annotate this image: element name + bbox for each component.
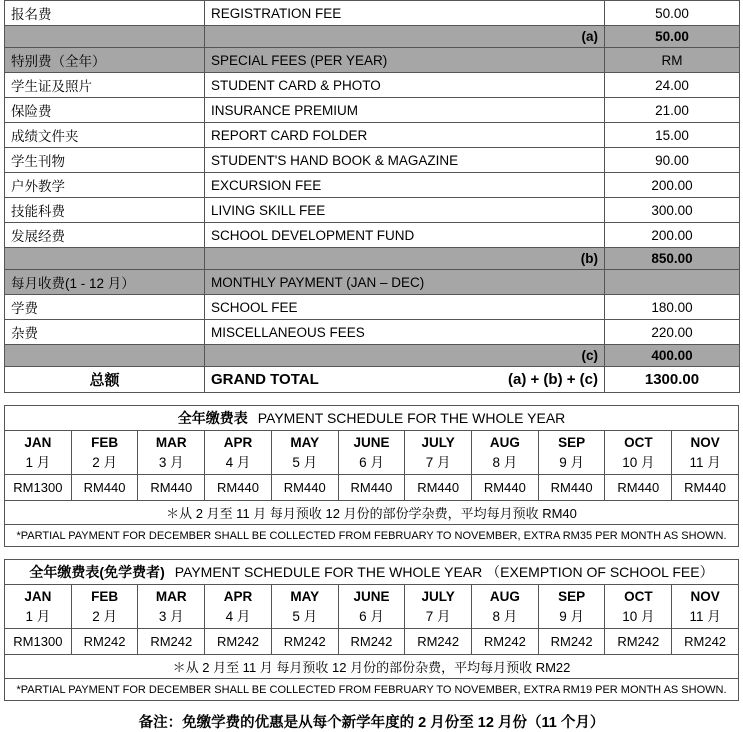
month-header-cell xyxy=(472,431,539,475)
month-header-cell xyxy=(271,431,338,475)
schedule-months-row xyxy=(5,585,739,629)
month-name-cn: 8 月 xyxy=(492,454,518,470)
fee-row-cn: 成绩文件夹 xyxy=(5,123,205,148)
month-header-cell xyxy=(405,431,472,475)
fee-row-en: MONTHLY PAYMENT (JAN – DEC) xyxy=(205,270,605,295)
month-header-cell xyxy=(138,585,205,629)
table-row xyxy=(5,48,740,73)
month-name-cn: 8 月 xyxy=(492,608,518,624)
month-name-en: JUNE xyxy=(353,435,390,450)
month-amount-cell: RM242 xyxy=(538,629,605,655)
fee-row-cn xyxy=(5,248,205,270)
fee-row-amount: 850.00 xyxy=(605,248,740,270)
table-row xyxy=(5,223,740,248)
fee-row-en: SPECIAL FEES (PER YEAR) xyxy=(205,48,605,73)
fee-breakdown-table xyxy=(4,0,740,393)
month-header-cell xyxy=(205,585,272,629)
month-header-cell xyxy=(338,431,405,475)
month-name-en: MAR xyxy=(155,435,187,450)
month-header-cell xyxy=(605,431,672,475)
table-row xyxy=(5,123,740,148)
month-name-cn: 7 月 xyxy=(425,454,451,470)
month-name-cn: 11 月 xyxy=(689,608,721,624)
grand-total-en: GRAND TOTAL xyxy=(211,371,319,388)
month-name-en: JAN xyxy=(24,435,52,450)
month-header-cell xyxy=(5,431,72,475)
fee-row-amount xyxy=(605,270,740,295)
month-name-cn: 10 月 xyxy=(622,454,655,470)
fee-row-cn: 发展经费 xyxy=(5,223,205,248)
month-amount-cell: RM242 xyxy=(472,629,539,655)
schedule-note-en-row xyxy=(5,525,739,547)
month-amount-cell: RM242 xyxy=(138,629,205,655)
fee-row-subtotal-label: (b) xyxy=(205,248,605,270)
month-header-cell xyxy=(605,585,672,629)
month-amount-cell: RM1300 xyxy=(5,629,72,655)
table-spacer-2 xyxy=(4,547,739,559)
month-name-en: OCT xyxy=(624,435,653,450)
grand-total-cn: 总额 xyxy=(5,367,205,393)
grand-total-en-cell xyxy=(205,367,605,393)
month-name-cn: 7 月 xyxy=(425,608,451,624)
table-row xyxy=(5,26,740,48)
month-name-en: AUG xyxy=(489,435,520,450)
month-name-en: FEB xyxy=(91,589,119,605)
month-name-cn: 11 月 xyxy=(689,454,721,470)
table-row xyxy=(5,1,740,26)
month-header-cell xyxy=(672,585,739,629)
month-name-cn: 3 月 xyxy=(158,454,184,470)
fee-row-cn: 技能科费 xyxy=(5,198,205,223)
month-name-en: MAY xyxy=(290,589,320,605)
schedule-note-en: *PARTIAL PAYMENT FOR DECEMBER SHALL BE COLLECTED FROM FEBRUARY TO NOVEMBER, EXTRA RM19 PER MONTH AS SHOWN. xyxy=(5,679,739,701)
month-name-en: FEB xyxy=(91,435,119,450)
month-name-cn: 2 月 xyxy=(92,608,117,624)
fee-row-en: STUDENT CARD & PHOTO xyxy=(205,73,605,98)
fee-row-cn: 报名费 xyxy=(5,1,205,26)
month-header-cell xyxy=(538,585,605,629)
schedule-title-cn: 全年缴费表(免学费者) xyxy=(29,564,165,581)
fee-row-amount: 200.00 xyxy=(605,223,740,248)
month-name-en: MAY xyxy=(290,435,320,450)
schedule-note-cn-row xyxy=(5,655,739,679)
fee-row-en: MISCELLANEOUS FEES xyxy=(205,320,605,345)
fee-row-amount: RM xyxy=(605,48,740,73)
month-name-cn: 1 月 xyxy=(25,608,51,624)
schedule-note-cn: ＊从 2 月至 11 月 每月预收 12 月份的部份杂费，平均每月预收 RM22 xyxy=(5,655,739,679)
month-amount-cell: RM242 xyxy=(672,629,739,655)
month-name-cn: 5 月 xyxy=(292,454,318,470)
grand-total-row xyxy=(5,367,740,393)
month-header-cell xyxy=(338,585,405,629)
month-header-cell xyxy=(138,431,205,475)
schedule-title-row xyxy=(5,560,739,585)
fee-row-amount: 90.00 xyxy=(605,148,740,173)
table-spacer-1 xyxy=(4,393,739,405)
fee-row-amount: 300.00 xyxy=(605,198,740,223)
table-row xyxy=(5,173,740,198)
payment-schedule-table-1 xyxy=(4,405,739,547)
month-amount-cell: RM242 xyxy=(338,629,405,655)
fee-row-en: INSURANCE PREMIUM xyxy=(205,98,605,123)
month-name-cn: 6 月 xyxy=(359,454,384,470)
month-amount-cell: RM440 xyxy=(138,475,205,501)
month-amount-cell: RM440 xyxy=(605,475,672,501)
fee-row-en: REPORT CARD FOLDER xyxy=(205,123,605,148)
month-amount-cell: RM242 xyxy=(71,629,138,655)
schedule-title-cell xyxy=(5,406,739,431)
fee-row-amount: 50.00 xyxy=(605,26,740,48)
fee-row-cn: 学生证及照片 xyxy=(5,73,205,98)
month-name-en: NOV xyxy=(690,589,720,605)
month-amount-cell: RM440 xyxy=(338,475,405,501)
month-name-cn: 9 月 xyxy=(559,454,584,470)
month-name-en: SEP xyxy=(558,589,586,605)
fee-row-en: SCHOOL DEVELOPMENT FUND xyxy=(205,223,605,248)
table-row xyxy=(5,98,740,123)
month-name-en: JULY xyxy=(421,435,455,450)
table-row xyxy=(5,198,740,223)
table-row xyxy=(5,320,740,345)
month-name-en: APR xyxy=(223,589,253,605)
month-name-cn: 6 月 xyxy=(359,608,384,624)
table-row xyxy=(5,248,740,270)
month-name-cn: 5 月 xyxy=(292,608,318,624)
fee-row-en: LIVING SKILL FEE xyxy=(205,198,605,223)
fee-row-amount: 24.00 xyxy=(605,73,740,98)
month-name-en: AUG xyxy=(489,589,520,605)
month-amount-cell: RM440 xyxy=(405,475,472,501)
month-header-cell xyxy=(5,585,72,629)
month-name-cn: 1 月 xyxy=(25,454,51,470)
payment-schedule-table-2 xyxy=(4,559,739,701)
schedule-title-cn: 全年缴费表 xyxy=(177,410,248,426)
fee-row-amount: 15.00 xyxy=(605,123,740,148)
month-amount-cell: RM242 xyxy=(205,629,272,655)
month-amount-cell: RM440 xyxy=(538,475,605,501)
month-amount-cell: RM440 xyxy=(71,475,138,501)
fee-row-en: STUDENT'S HAND BOOK & MAGAZINE xyxy=(205,148,605,173)
month-name-cn: 4 月 xyxy=(225,608,251,624)
month-amount-cell: RM242 xyxy=(405,629,472,655)
fee-row-subtotal-label: (c) xyxy=(205,345,605,367)
fee-row-cn xyxy=(5,345,205,367)
month-name-en: MAR xyxy=(155,589,187,605)
schedule-note-en-row xyxy=(5,679,739,701)
month-name-en: NOV xyxy=(690,435,720,450)
month-name-en: JAN xyxy=(24,589,52,605)
fee-row-cn xyxy=(5,26,205,48)
month-header-cell xyxy=(472,585,539,629)
schedule-title-cell xyxy=(5,560,739,585)
month-header-cell xyxy=(205,431,272,475)
footer-remark: 备注：免缴学费的优惠是从每个新学年度的 2 月份至 12 月份（11 个月） xyxy=(138,715,605,732)
fee-row-cn: 学费 xyxy=(5,295,205,320)
month-name-cn: 3 月 xyxy=(158,608,184,624)
month-header-cell xyxy=(405,585,472,629)
schedule-2-body xyxy=(5,560,739,701)
fee-row-subtotal-label: (a) xyxy=(205,26,605,48)
month-header-cell xyxy=(672,431,739,475)
fee-row-amount: 180.00 xyxy=(605,295,740,320)
month-name-en: OCT xyxy=(624,589,653,605)
month-header-cell xyxy=(538,431,605,475)
schedule-title-en: PAYMENT SCHEDULE FOR THE WHOLE YEAR （EXEMPTION OF SCHOOL FEE） xyxy=(174,564,714,581)
schedule-amounts-row xyxy=(5,629,739,655)
fee-row-amount: 50.00 xyxy=(605,1,740,26)
month-name-en: JULY xyxy=(421,589,455,605)
fee-row-amount: 21.00 xyxy=(605,98,740,123)
fee-row-cn: 杂费 xyxy=(5,320,205,345)
month-name-en: JUNE xyxy=(353,589,390,605)
month-amount-cell: RM440 xyxy=(205,475,272,501)
month-name-en: SEP xyxy=(558,435,586,450)
schedule-1-body xyxy=(5,406,739,547)
schedule-amounts-row xyxy=(5,475,739,501)
fee-row-en: EXCURSION FEE xyxy=(205,173,605,198)
schedule-title-row xyxy=(5,406,739,431)
schedule-months-row xyxy=(5,431,739,475)
month-amount-cell: RM242 xyxy=(271,629,338,655)
month-amount-cell: RM440 xyxy=(271,475,338,501)
month-header-cell xyxy=(271,585,338,629)
table-row xyxy=(5,148,740,173)
fee-table-body xyxy=(5,1,740,393)
month-name-en: APR xyxy=(223,435,253,450)
grand-total-formula: (a) + (b) + (c) xyxy=(507,371,598,388)
month-header-cell xyxy=(71,431,138,475)
fee-row-cn: 每月收费(1 - 12 月） xyxy=(5,270,205,295)
schedule-note-en: *PARTIAL PAYMENT FOR DECEMBER SHALL BE COLLECTED FROM FEBRUARY TO NOVEMBER, EXTRA RM35 PER MONTH AS SHOWN. xyxy=(5,525,739,547)
month-name-cn: 9 月 xyxy=(559,608,584,624)
month-amount-cell: RM440 xyxy=(472,475,539,501)
table-row xyxy=(5,73,740,98)
schedule-note-cn-row xyxy=(5,501,739,525)
fee-row-amount: 200.00 xyxy=(605,173,740,198)
fee-row-en: SCHOOL FEE xyxy=(205,295,605,320)
grand-total-amount: 1300.00 xyxy=(605,367,740,393)
fee-row-cn: 学生刊物 xyxy=(5,148,205,173)
fee-row-cn: 户外教学 xyxy=(5,173,205,198)
schedule-title-en: PAYMENT SCHEDULE FOR THE WHOLE YEAR xyxy=(257,410,566,426)
table-row xyxy=(5,270,740,295)
month-amount-cell: RM242 xyxy=(605,629,672,655)
month-name-cn: 10 月 xyxy=(622,608,655,624)
fee-row-en: REGISTRATION FEE xyxy=(205,1,605,26)
schedule-note-cn: ＊从 2 月至 11 月 每月预收 12 月份的部份学杂费，平均每月预收 RM40 xyxy=(5,501,739,525)
table-row xyxy=(5,295,740,320)
fee-row-amount: 220.00 xyxy=(605,320,740,345)
month-amount-cell: RM1300 xyxy=(5,475,72,501)
fee-row-cn: 保险费 xyxy=(5,98,205,123)
table-row xyxy=(5,345,740,367)
month-header-cell xyxy=(71,585,138,629)
month-amount-cell: RM440 xyxy=(672,475,739,501)
fee-row-amount: 400.00 xyxy=(605,345,740,367)
month-name-cn: 4 月 xyxy=(225,454,251,470)
month-name-cn: 2 月 xyxy=(92,454,117,470)
fee-row-cn: 特别费（全年） xyxy=(5,48,205,73)
